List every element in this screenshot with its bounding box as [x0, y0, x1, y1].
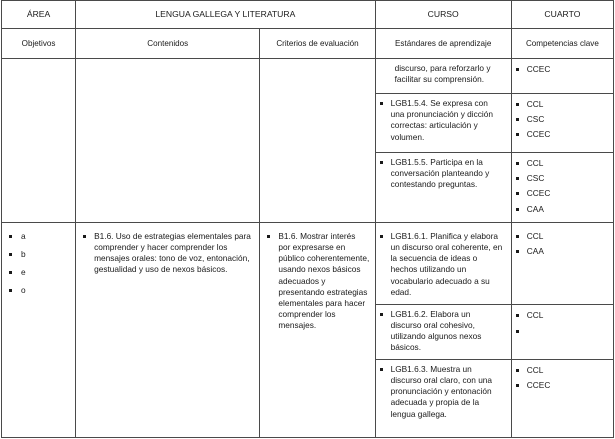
list-item: e — [9, 267, 69, 278]
standard-text: LGB1.6.2. Elabora un discurso oral cohesivo, utilizando algunos nexos básicos. — [380, 309, 503, 354]
subject-title: LENGUA GALLEGA Y LITERATURA — [76, 1, 375, 29]
list-item: CCEC — [516, 64, 607, 75]
competencias-list — [516, 310, 607, 337]
standard-text: LGB1.6.3. Muestra un discurso oral claro, con una pronunciación y entonación adecuada y propia de la lengua gallega. — [380, 364, 503, 420]
objetivos-list — [9, 231, 69, 297]
standard-text: LGB1.5.4. Se expresa con una pronunciación y dicción correctas: articulación y volumen. — [380, 98, 503, 143]
competencias-cell — [511, 59, 613, 94]
competencias-cell — [511, 94, 613, 153]
contenidos-cell-empty — [76, 59, 260, 223]
competencias-list — [516, 365, 607, 391]
col-header-estandares: Estándares de aprendizaje — [375, 29, 511, 59]
list-item — [516, 326, 607, 337]
table-row — [2, 222, 614, 304]
list-item: b — [9, 249, 69, 260]
list-item: CCL — [516, 231, 607, 242]
curriculum-table — [1, 0, 614, 438]
list-item: o — [9, 285, 69, 296]
course-value: CUARTO — [511, 1, 613, 29]
standard-cell — [375, 94, 511, 153]
standard-list — [380, 98, 503, 143]
col-header-objetivos: Objetivos — [2, 29, 76, 59]
list-item: CAA — [516, 204, 607, 215]
standard-list — [380, 157, 503, 191]
list-item: CCL — [516, 365, 607, 376]
contenido-text: B1.6. Uso de estrategias elementales para comprender y hacer comprender los mensajes orales: tono de voz, entonación, gestualidad y uso de nexos básicos. — [83, 231, 253, 276]
course-label: CURSO — [375, 1, 511, 29]
contenidos-cell — [76, 222, 260, 437]
standard-cell — [375, 359, 511, 437]
col-header-competencias: Competencias clave — [511, 29, 613, 59]
standard-cell — [375, 59, 511, 94]
col-header-criterios: Criterios de evaluación — [260, 29, 375, 59]
list-item: CCEC — [516, 129, 607, 140]
competencias-list — [516, 64, 607, 75]
standard-cell — [375, 304, 511, 359]
standard-text: LGB1.6.1. Planifica y elabora un discurso oral coherente, en la secuencia de ideas o hechos utilizando un vocabulario adecuado a su edad. — [380, 231, 503, 298]
competencias-list — [516, 231, 607, 257]
competencias-cell — [511, 222, 613, 304]
objetivos-cell — [2, 222, 76, 437]
list-item: CSC — [516, 114, 607, 125]
column-header-row — [2, 29, 614, 59]
list-item: CCL — [516, 99, 607, 110]
criterios-cell-empty — [260, 59, 375, 223]
list-item: a — [9, 231, 69, 242]
list-item: CSC — [516, 173, 607, 184]
competencias-list — [516, 158, 607, 215]
standard-list — [380, 231, 503, 298]
criterios-list — [267, 231, 369, 332]
competencias-cell — [511, 304, 613, 359]
standard-list — [380, 309, 503, 354]
standard-text: LGB1.5.5. Participa en la conversación planteando y contestando preguntas. — [380, 157, 503, 191]
list-item: CCEC — [516, 380, 607, 391]
list-item: CCEC — [516, 188, 607, 199]
competencias-cell — [511, 153, 613, 223]
col-header-contenidos: Contenidos — [76, 29, 260, 59]
area-label: ÁREA — [2, 1, 76, 29]
standard-list — [380, 364, 503, 420]
list-item: CCL — [516, 158, 607, 169]
list-item: CAA — [516, 246, 607, 257]
competencias-list — [516, 99, 607, 141]
criterios-cell — [260, 222, 375, 437]
contenidos-list — [83, 231, 253, 276]
objetivos-cell-empty — [2, 59, 76, 223]
standard-cell — [375, 222, 511, 304]
list-item: CCL — [516, 310, 607, 321]
competencias-cell — [511, 359, 613, 437]
table-row — [2, 59, 614, 94]
standard-cell — [375, 153, 511, 223]
standard-text: discurso, para reforzarlo y facilitar su comprensión. — [394, 63, 491, 85]
criterio-text: B1.6. Mostrar interés por expresarse en público coherentemente, usando nexos básicos adecuados y presentando estrategias elementales para hacer comprender los mensajes. — [267, 231, 369, 332]
title-row — [2, 1, 614, 29]
